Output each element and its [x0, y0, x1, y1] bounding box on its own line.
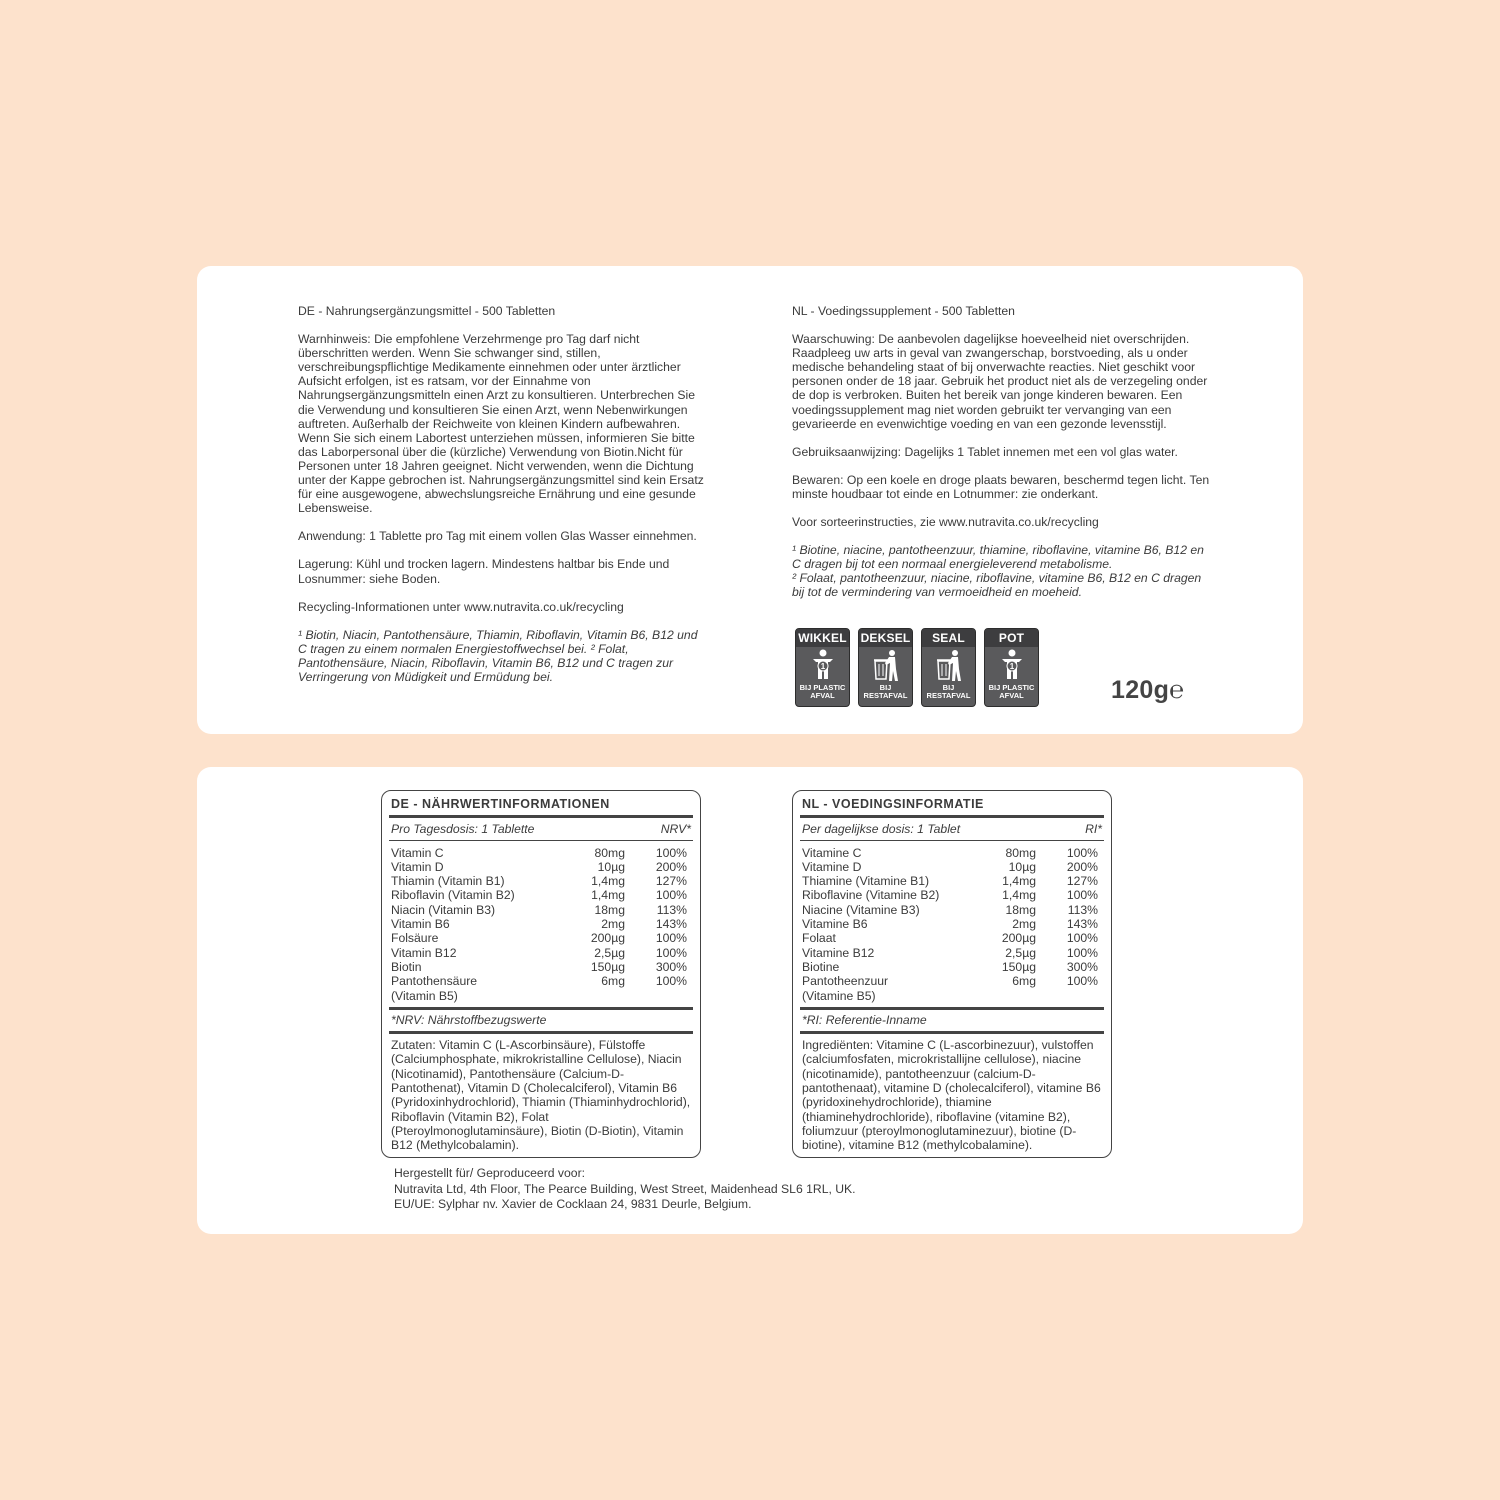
symbol-label: POT — [985, 629, 1038, 647]
nutrient-row — [800, 846, 1104, 860]
de-recycling: Recycling-Informationen unter www.nutravita.co.uk/recycling — [298, 599, 624, 614]
nutrient-percent: 300% — [655, 959, 687, 974]
nutrient-name: Vitamine D — [802, 859, 862, 874]
symbol-deksel — [858, 628, 913, 707]
nutrient-percent: 100% — [1066, 888, 1098, 903]
recycling-symbols — [795, 628, 1039, 707]
de-panel-heading: DE - NÄHRWERTINFORMATIONEN — [389, 791, 693, 818]
nl-nutrition-panel — [792, 790, 1112, 1158]
nutrient-percent: 300% — [1066, 959, 1098, 974]
nutrient-name: Thiamin (Vitamin B1) — [391, 874, 505, 889]
nutrient-percent: 143% — [655, 917, 687, 932]
nutrient-percent: 143% — [1066, 917, 1098, 932]
de-usage: Anwendung: 1 Tablette pro Tag mit einem vollen Glas Wasser einnehmen. — [298, 529, 697, 544]
manufacturer-line-1: Hergestellt für/ Geproduceerd voor: — [394, 1166, 586, 1180]
nutrient-amount — [964, 989, 1038, 1003]
nutrient-name: Riboflavin (Vitamin B2) — [391, 888, 515, 903]
nutrient-name: Vitamin B6 — [391, 917, 450, 932]
de-footnote: ¹ Biotin, Niacin, Pantothensäure, Thiamin, Riboflavin, Vitamin B6, B12 und C tragen zu einem normalen Energiestoffwechsel bei. ² Folat, Pantothensäure, Niacin, Riboflavin, Vitamin B6, B12 und C tragen zur Verringerung von Müdigkeit und Ermüdung bei. — [298, 627, 698, 684]
de-panel-dose-row — [389, 818, 693, 840]
nutrient-name: Riboflavine (Vitamine B2) — [802, 888, 940, 903]
nutrition-card — [197, 767, 1303, 1234]
nutrient-amount: 80mg — [1005, 845, 1036, 860]
recycle-figure-icon — [808, 649, 838, 683]
nutrient-amount: 2,5µg — [594, 945, 625, 960]
nutrient-amount: 80mg — [594, 845, 625, 860]
nutrient-name: Folaat — [802, 931, 836, 946]
nutrient-percent — [627, 989, 693, 1003]
nutrient-amount: 18mg — [594, 902, 625, 917]
nutrient-percent: 127% — [655, 874, 687, 889]
nutrient-amount: 6mg — [601, 974, 625, 989]
nutrient-name: Vitamine B6 — [802, 917, 868, 932]
symbol-footer: BIJ PLASTIC AFVAL — [799, 683, 846, 700]
nutrient-percent: 100% — [1066, 945, 1098, 960]
nutrient-percent — [1038, 989, 1104, 1003]
nutrient-name: Vitamin D — [391, 859, 444, 874]
nutrient-name: Vitamine B12 — [802, 945, 875, 960]
nutrient-name: Niacin (Vitamin B3) — [391, 902, 496, 917]
nutrient-name: Thiamine (Vitamine B1) — [802, 874, 930, 889]
symbol-label: DEKSEL — [860, 631, 911, 645]
nutrient-percent: 100% — [655, 974, 687, 989]
nl-usage: Gebruiksaanwijzing: Dagelijks 1 Tablet innemen met een vol glas water. — [792, 444, 1178, 459]
nl-recycling: Voor sorteerinstructies, zie www.nutravita.co.uk/recycling — [792, 515, 1099, 530]
label-text-card — [197, 266, 1303, 734]
nutrient-amount: 1,4mg — [1002, 874, 1036, 889]
nutrient-percent: 113% — [656, 902, 687, 917]
nutrient-row — [800, 860, 1104, 874]
nutrient-percent: 100% — [1066, 931, 1098, 946]
de-nutrient-table — [389, 846, 693, 1003]
nl-storage: Bewaren: Op een koele en droge plaats bewaren, beschermd tegen licht. Ten minste houdbaar tot einde en Lotnummer: zie onderkant. — [792, 472, 1210, 501]
manufacturer-line-3: EU/UE: Sylphar nv. Xavier de Cocklaan 24, 9831 Deurle, Belgium. — [394, 1197, 752, 1211]
de-title: DE - Nahrungsergänzungsmittel - 500 Tabletten — [298, 304, 556, 318]
nutrient-row — [800, 960, 1104, 974]
nutrient-percent: 200% — [1066, 859, 1098, 874]
nutrient-row — [389, 917, 693, 931]
nutrient-name: Folsäure — [391, 931, 439, 946]
symbol-wikkel — [795, 628, 850, 707]
nutrient-name: Pantotheenzuur — [802, 974, 889, 989]
symbol-label: WIKKEL — [796, 629, 849, 647]
nutrient-name: Biotine — [802, 959, 840, 974]
nl-footnote-1: ¹ Biotine, niacine, pantotheenzuur, thiamine, riboflavine, vitamine B6, B12 en C dragen bij tot een normaal energieleverend metabolisme. — [792, 543, 1204, 572]
nutrient-name: Vitamine C — [802, 845, 862, 860]
de-nutrition-panel — [381, 790, 701, 1158]
nutrient-name: (Vitamine B5) — [802, 988, 876, 1003]
nl-panel-heading: NL - VOEDINGSINFORMATIE — [800, 791, 1104, 818]
symbol-seal — [921, 628, 976, 707]
nutrient-amount: 2mg — [601, 917, 625, 932]
dose-label: Per dagelijkse dosis: 1 Tablet — [802, 822, 961, 837]
de-warning: Warnhinweis: Die empfohlene Verzehrmenge pro Tag darf nicht überschritten werden. Wenn Sie schwanger sind, stillen, verschreibungspflichtige Medikamente einnehmen oder unter ärztlicher Aufsicht erfolgen, ist es ratsam, vor der Einnahme von Nahrungsergänzungsmitteln einen Arzt zu konsultieren. Unterbrechen Sie die Verwendung und konsultieren Sie einen Arzt, wenn Nebenwirkungen auftreten. Außerhalb der Reichweite von kleinen Kindern aufbewahren. Wenn Sie sich einem Labortest unterziehen müssen, informieren Sie bitte das Laborpersonal über die (kürzliche) Verwendung von Biotin.Nicht für Personen unter 18 Jahren geeignet. Nicht verwenden, wenn die Dichtung unter der Kappe gebrochen ist. Nahrungsergänzungsmittel sind kein Ersatz für eine ausgewogene, abwechslungsreiche Ernährung und eine gesunde Lebensweise. — [298, 332, 704, 516]
nl-nutrient-table — [800, 846, 1104, 1003]
nutrient-percent: 100% — [655, 931, 687, 946]
nl-footnote-2: ² Folaat, pantotheenzuur, niacine, riboflavine, vitamine B6, B12 en C dragen bij tot de vermindering van vermoeidheid en moeheid. — [792, 571, 1202, 600]
nutrient-row — [389, 960, 693, 974]
nutrient-percent: 200% — [655, 859, 687, 874]
symbol-pot — [984, 628, 1039, 707]
bin-figure-icon — [871, 649, 901, 683]
nl-ingredients: Ingrediënten: Vitamine C (L-ascorbinezuur), vulstoffen (calciumfosfaten, microkristallijne cellulose), niacine (nicotinamide), pantotheenzuur (calcium-D-pantothenaat), vitamine D (cholecalciferol), vitamine B6 (pyridoxinehydrochloride), thiamine (thiaminehydrochloride), riboflavine (vitamine B2), foliumzuur (pteroylmonoglutaminezuur), biotine (D-biotine), vitamine B12 (methylcobalamine). — [800, 1031, 1104, 1152]
nutrient-row — [800, 946, 1104, 960]
nl-title: NL - Voedingssupplement - 500 Tabletten — [792, 304, 1015, 318]
nutrient-percent: 113% — [1067, 902, 1098, 917]
nutrient-amount: 200µg — [1001, 931, 1036, 946]
dose-label: Pro Tagesdosis: 1 Tablette — [391, 822, 535, 837]
nutrient-row — [389, 946, 693, 960]
nutrient-amount: 2,5µg — [1005, 945, 1036, 960]
symbol-label: SEAL — [922, 629, 975, 647]
nutrient-amount: 200µg — [590, 931, 625, 946]
nutrient-row — [389, 874, 693, 888]
nutrient-name: Biotin — [391, 959, 422, 974]
nutrient-amount: 10µg — [597, 859, 625, 874]
nutrient-row — [800, 903, 1104, 917]
dutch-text-column — [792, 304, 1212, 600]
recycle-figure-icon — [997, 649, 1027, 683]
net-weight: 120g℮ — [1111, 676, 1185, 704]
nutrient-row — [389, 903, 693, 917]
nutrient-row — [389, 846, 693, 860]
svg-text:1: 1 — [820, 662, 825, 671]
nutrient-name: Vitamin B12 — [391, 945, 457, 960]
nutrient-percent: 100% — [655, 888, 687, 903]
nutrient-percent: 100% — [655, 845, 687, 860]
nutrient-percent: 100% — [655, 945, 687, 960]
nutrient-row — [800, 888, 1104, 902]
symbol-footer: BIJ RESTAFVAL — [926, 683, 971, 700]
nutrient-row — [389, 974, 693, 988]
nutrient-name: (Vitamin B5) — [391, 988, 458, 1003]
nutrient-name: Pantothensäure — [391, 974, 478, 989]
nutrient-row — [389, 888, 693, 902]
nutrient-amount: 18mg — [1005, 902, 1036, 917]
nutrient-row — [800, 974, 1104, 988]
nutrient-row — [389, 989, 693, 1003]
nl-panel-dose-row — [800, 818, 1104, 840]
manufacturer-info — [394, 1166, 856, 1213]
nutrient-amount: 1,4mg — [591, 874, 625, 889]
german-text-column — [298, 304, 708, 698]
nutrient-name: Niacine (Vitamine B3) — [802, 902, 920, 917]
nutrient-row — [800, 931, 1104, 945]
de-ingredients: Zutaten: Vitamin C (L-Ascorbinsäure), Fülstoffe (Calciumphosphate, mikrokristalline Cellulose), Niacin (Nicotinamid), Pantothensäure (Calcium-D-Pantothenat), Vitamin D (Cholecalciferol), Vitamin B6 (Pyridoxinhydrochlorid), Thiamin (Thiaminhydrochlorid), Riboflavin (Vitamin B2), Folat (Pteroylmonoglutaminsäure), Biotin (D-Biotin), Vitamin B12 (Methylcobalamin). — [389, 1031, 693, 1152]
nutrient-name: Vitamin C — [391, 845, 444, 860]
symbol-footer: BIJ RESTAFVAL — [863, 683, 908, 700]
nutrient-amount: 150µg — [590, 959, 625, 974]
nutrient-row — [800, 989, 1104, 1003]
svg-text:1: 1 — [1009, 662, 1014, 671]
manufacturer-line-2: Nutravita Ltd, 4th Floor, The Pearce Building, West Street, Maidenhead SL6 1RL, UK. — [394, 1181, 856, 1196]
symbol-footer: BIJ PLASTIC AFVAL — [988, 683, 1035, 700]
nutrient-percent: 100% — [1066, 974, 1098, 989]
nutrient-amount — [553, 989, 627, 1003]
nutrient-row — [800, 874, 1104, 888]
nutrient-row — [389, 860, 693, 874]
nutrient-amount: 6mg — [1012, 974, 1036, 989]
nutrient-row — [800, 917, 1104, 931]
nutrient-amount: 10µg — [1008, 859, 1036, 874]
nutrient-amount: 1,4mg — [1002, 888, 1036, 903]
bin-figure-icon — [934, 649, 964, 683]
nutrient-percent: 100% — [1066, 845, 1098, 860]
nutrient-amount: 150µg — [1001, 959, 1036, 974]
nutrient-amount: 1,4mg — [591, 888, 625, 903]
de-storage: Lagerung: Kühl und trocken lagern. Mindestens haltbar bis Ende und Losnummer: siehe Boden. — [298, 557, 670, 586]
nutrient-row — [389, 931, 693, 945]
ref-column-label: RI* — [1085, 822, 1102, 837]
ref-column-label: NRV* — [660, 822, 691, 837]
nl-ref-note: *RI: Referentie-Inname — [800, 1007, 1104, 1031]
de-ref-note: *NRV: Nährstoffbezugswerte — [389, 1007, 693, 1031]
nl-warning: Waarschuwing: De aanbevolen dagelijkse hoeveelheid niet overschrijden. Raadpleeg uw arts in geval van zwangerschap, borstvoeding, als u onder medische behandeling staat of bij onverwachte reacties. Niet geschikt voor personen onder de 18 jaar. Gebruik het product niet als de verzegeling onder de dop is verbroken. Buiten het bereik van jonge kinderen bewaren. Een voedingssupplement mag niet worden gebruikt ter vervanging van een gevarieerde en evenwichtige voeding en van een gezonde levensstijl. — [792, 332, 1208, 431]
nutrient-percent: 127% — [1066, 874, 1098, 889]
nutrient-amount: 2mg — [1012, 917, 1036, 932]
